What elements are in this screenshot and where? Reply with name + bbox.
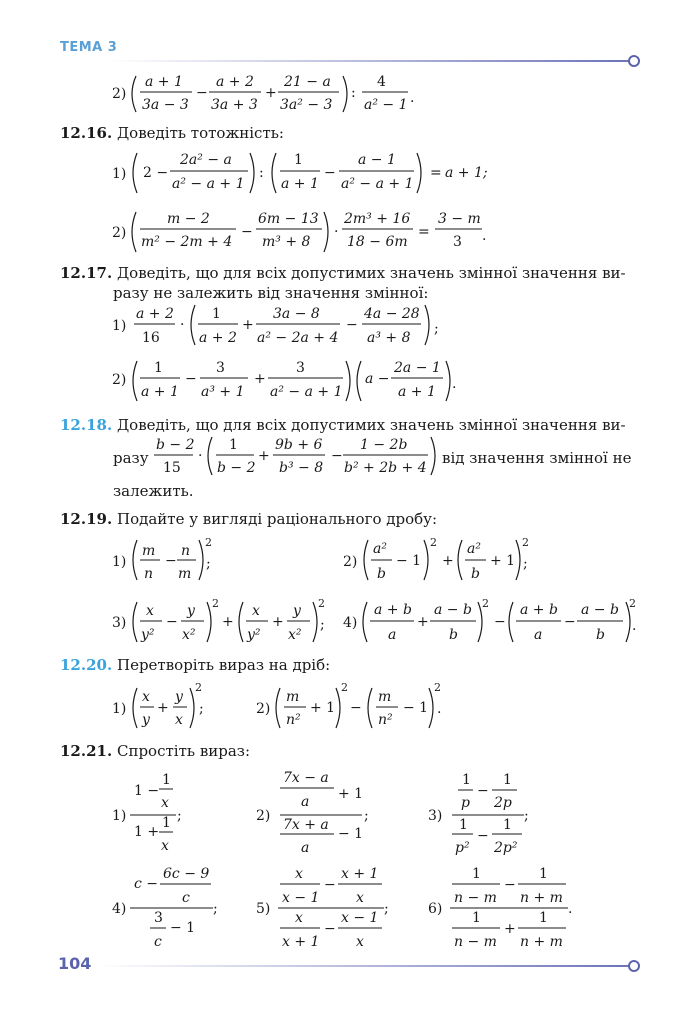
svg-text:−: −	[331, 448, 343, 464]
svg-text:−: −	[477, 828, 489, 844]
svg-text:9b + 6: 9b + 6	[275, 437, 323, 453]
svg-text:b³ − 8: b³ − 8	[279, 460, 324, 476]
topic-header: ТЕМА 3	[60, 40, 118, 55]
svg-text:− 1: − 1	[403, 700, 429, 716]
svg-text:1: 1	[294, 152, 303, 168]
svg-text:x: x	[356, 890, 364, 906]
svg-text:+ 1: + 1	[338, 786, 364, 802]
svg-text:1 +: 1 +	[134, 824, 160, 840]
svg-text:.: .	[437, 701, 442, 717]
formula-12-16-1	[112, 152, 488, 193]
svg-text:− 1: − 1	[396, 553, 422, 569]
svg-text:1: 1	[459, 817, 468, 833]
svg-text:+: +	[258, 448, 270, 464]
svg-text:a² − a + 1: a² − a + 1	[341, 176, 414, 192]
svg-text:6m − 13: 6m − 13	[258, 211, 319, 227]
svg-text:;: ;	[524, 808, 529, 824]
svg-text:2m³ + 16: 2m³ + 16	[344, 211, 411, 227]
svg-text:3): 3)	[428, 808, 443, 824]
formula-12-20-2	[256, 681, 441, 728]
svg-text:x: x	[142, 689, 150, 705]
svg-text:2: 2	[205, 536, 212, 549]
svg-text:a: a	[534, 627, 543, 643]
svg-text:b: b	[377, 566, 386, 582]
svg-text:a + b: a + b	[374, 602, 412, 618]
svg-text:1: 1	[462, 772, 471, 788]
svg-text:=: =	[430, 165, 442, 181]
svg-text:x − 1: x − 1	[282, 890, 320, 906]
svg-text:−: −	[350, 700, 362, 716]
svg-text:x: x	[295, 866, 303, 882]
svg-text:2: 2	[522, 536, 529, 549]
formula-12-21-4	[112, 866, 218, 950]
svg-text:18 − 6m: 18 − 6m	[347, 234, 408, 250]
svg-text:p: p	[461, 795, 470, 811]
svg-text:+ 1: + 1	[310, 700, 336, 716]
svg-text:1 − 2b: 1 − 2b	[360, 437, 408, 453]
svg-text:1: 1	[212, 306, 221, 322]
formula-12-21-2	[256, 770, 369, 856]
svg-text:2: 2	[482, 597, 489, 610]
svg-text:1: 1	[503, 772, 512, 788]
svg-text:a² − 1: a² − 1	[364, 97, 408, 113]
svg-text:y: y	[175, 689, 183, 705]
problem-text: Доведіть тотожність:	[116, 124, 284, 142]
svg-text:n + m: n + m	[520, 890, 563, 906]
svg-text:a² − a + 1: a² − a + 1	[270, 384, 343, 400]
formula-12-21-5	[256, 866, 389, 950]
formula-12-17-2	[112, 360, 456, 401]
svg-text:5): 5)	[256, 901, 271, 917]
svg-text:1: 1	[229, 437, 238, 453]
svg-text:−: −	[346, 317, 358, 333]
svg-text:−: −	[504, 877, 516, 893]
svg-text:m² − 2m + 4: m² − 2m + 4	[141, 234, 233, 250]
svg-text:3a² − 3: 3a² − 3	[280, 97, 333, 113]
svg-text::: :	[259, 165, 264, 181]
svg-text:16: 16	[142, 330, 160, 346]
svg-text:b: b	[449, 627, 458, 643]
svg-text:.: .	[482, 228, 487, 244]
svg-text:a: a	[301, 794, 310, 810]
svg-text:x + 1: x + 1	[341, 866, 379, 882]
svg-text:x: x	[252, 603, 260, 619]
svg-text:2): 2)	[256, 808, 271, 824]
svg-text:1: 1	[472, 866, 481, 882]
svg-text:3a − 8: 3a − 8	[273, 306, 320, 322]
svg-text:x − 1: x − 1	[341, 910, 379, 926]
formula-12-19-1	[112, 536, 212, 582]
svg-text:−: −	[241, 224, 253, 240]
svg-text:m³ + 8: m³ + 8	[262, 234, 311, 250]
svg-text:2): 2)	[256, 701, 271, 717]
problem-text: Спростіть вираз:	[116, 742, 251, 760]
svg-text:x²: x²	[288, 627, 302, 643]
svg-text:n²: n²	[378, 712, 393, 728]
svg-text:1: 1	[503, 817, 512, 833]
svg-text:1): 1)	[112, 701, 127, 717]
svg-text:3: 3	[453, 234, 462, 250]
svg-text:1: 1	[162, 772, 171, 788]
svg-text:3: 3	[216, 360, 225, 376]
svg-text:=: =	[418, 224, 430, 240]
svg-text:c: c	[154, 934, 162, 950]
svg-text:a −: a −	[365, 371, 390, 387]
svg-text:1): 1)	[112, 166, 127, 182]
svg-text:−: −	[324, 877, 336, 893]
svg-text:1: 1	[154, 360, 163, 376]
svg-text:a + 1: a + 1	[145, 74, 183, 90]
svg-text:a: a	[388, 627, 397, 643]
svg-text:b: b	[471, 566, 480, 582]
svg-text:n + m: n + m	[520, 934, 563, 950]
svg-text:4): 4)	[112, 901, 127, 917]
svg-text:p²: p²	[455, 840, 470, 856]
svg-text:+: +	[242, 317, 254, 333]
svg-text:2: 2	[341, 681, 348, 694]
svg-text:−: −	[477, 783, 489, 799]
svg-text:x: x	[175, 712, 183, 728]
svg-text:m: m	[286, 689, 300, 705]
svg-text:+: +	[272, 614, 284, 630]
svg-text:n − m: n − m	[454, 890, 497, 906]
svg-text:c −: c −	[134, 876, 159, 892]
problem-number: 12.20.	[60, 656, 113, 674]
svg-text:6c − 9: 6c − 9	[163, 866, 210, 882]
svg-text:n − m: n − m	[454, 934, 497, 950]
svg-text:− 1: − 1	[170, 920, 196, 936]
svg-text:3): 3)	[112, 615, 127, 631]
svg-text:·: ·	[180, 317, 185, 333]
svg-text:n: n	[144, 566, 154, 582]
svg-text:2: 2	[212, 597, 219, 610]
formula-12-17-1	[112, 305, 439, 346]
svg-text:;: ;	[434, 321, 439, 337]
svg-text:2): 2)	[343, 554, 358, 570]
svg-text:y: y	[187, 603, 195, 619]
svg-text:2: 2	[318, 597, 325, 610]
svg-text:·: ·	[198, 448, 203, 464]
svg-text:2p: 2p	[494, 795, 512, 811]
problem-number: 12.19.	[60, 510, 113, 528]
formula-12-21-6	[428, 866, 572, 950]
svg-text:a + 1;: a + 1;	[445, 165, 488, 181]
svg-text:;: ;	[364, 808, 369, 824]
svg-text:.: .	[452, 376, 457, 392]
svg-text:n: n	[181, 543, 191, 559]
svg-text:2a − 1: 2a − 1	[394, 360, 441, 376]
svg-text:3a − 3: 3a − 3	[142, 97, 189, 113]
problem-number: 12.18.	[60, 416, 113, 434]
svg-text:1): 1)	[112, 808, 127, 824]
formula-12-18	[154, 437, 435, 476]
svg-text:y²: y²	[141, 627, 155, 643]
svg-text:2: 2	[195, 681, 202, 694]
svg-text:y: y	[142, 712, 150, 728]
problem-number: 12.21.	[60, 742, 113, 760]
svg-text:1): 1)	[112, 318, 127, 334]
svg-text:−: −	[166, 614, 178, 630]
svg-text:a + b: a + b	[520, 602, 558, 618]
svg-text:2): 2)	[112, 372, 127, 388]
svg-text:2: 2	[629, 597, 636, 610]
svg-text:.: .	[410, 90, 415, 106]
svg-text:1: 1	[472, 910, 481, 926]
svg-text:x: x	[161, 795, 169, 811]
svg-text:2: 2	[430, 536, 437, 549]
svg-text:a + 2: a + 2	[199, 330, 237, 346]
svg-text:3: 3	[154, 910, 163, 926]
svg-text:b − 2: b − 2	[156, 437, 195, 453]
svg-text:;: ;	[199, 701, 204, 717]
svg-text:c: c	[182, 890, 190, 906]
svg-text:4a − 28: 4a − 28	[364, 306, 420, 322]
svg-text:b² + 2b + 4: b² + 2b + 4	[344, 460, 427, 476]
svg-text:1: 1	[162, 815, 171, 831]
svg-text:+: +	[442, 553, 454, 569]
svg-text:a − b: a − b	[581, 602, 619, 618]
svg-text:a³ + 1: a³ + 1	[201, 384, 245, 400]
svg-text:−: −	[494, 614, 506, 630]
problem-text: Перетворіть вираз на дріб:	[116, 656, 331, 674]
svg-text:6): 6)	[428, 901, 443, 917]
formula-12-19-2	[343, 536, 529, 582]
problem-text: Доведіть, що для всіх допустимих значень змінної значення ви-	[116, 264, 626, 282]
svg-text:.: .	[632, 618, 637, 634]
formula-12-19-4	[343, 597, 636, 643]
svg-text:;: ;	[384, 901, 389, 917]
svg-text:;: ;	[213, 901, 218, 917]
svg-text:m: m	[378, 689, 392, 705]
svg-text:−: −	[564, 614, 576, 630]
svg-text:+: +	[222, 614, 234, 630]
svg-text:4): 4)	[343, 615, 358, 631]
formula-12-16-2	[112, 211, 486, 252]
svg-text:;: ;	[523, 556, 528, 572]
svg-text:m: m	[142, 543, 156, 559]
svg-text:3 − m: 3 − m	[438, 211, 481, 227]
problem-text: Доведіть, що для всіх допустимих значень змінної значення ви-	[116, 416, 626, 434]
svg-text:−: −	[324, 165, 336, 181]
svg-text:a + 2: a + 2	[216, 74, 254, 90]
svg-text:2): 2)	[112, 225, 127, 241]
formula-12-21-1	[112, 772, 182, 854]
problem-text-line2: разу не залежить від значення змінної:	[113, 284, 429, 302]
svg-text:;: ;	[177, 808, 182, 824]
svg-text:7x + a: 7x + a	[283, 817, 329, 833]
svg-text:;: ;	[206, 556, 211, 572]
svg-text:a + 1: a + 1	[141, 384, 179, 400]
formula-top-2	[112, 74, 414, 113]
svg-text:2a² − a: 2a² − a	[180, 152, 232, 168]
svg-text:a: a	[301, 840, 310, 856]
svg-text:n²: n²	[286, 712, 301, 728]
svg-text:·: ·	[334, 224, 339, 240]
svg-text:4: 4	[377, 74, 386, 90]
svg-text:3a + 3: 3a + 3	[211, 97, 258, 113]
svg-text:+: +	[265, 85, 277, 101]
svg-text:a + 1: a + 1	[281, 176, 319, 192]
svg-text:m − 2: m − 2	[167, 211, 210, 227]
svg-text:a²: a²	[467, 541, 481, 557]
svg-text:2): 2)	[112, 86, 127, 102]
svg-text:a²: a²	[373, 541, 387, 557]
problem-number: 12.16.	[60, 124, 113, 142]
svg-text:+: +	[157, 700, 169, 716]
svg-text:+: +	[417, 614, 429, 630]
svg-text::: :	[351, 85, 356, 101]
footer-rule	[96, 965, 630, 967]
svg-text:x²: x²	[182, 627, 196, 643]
svg-text:x: x	[161, 838, 169, 854]
svg-text:2p²: 2p²	[494, 840, 518, 856]
formula-12-20-1	[112, 681, 204, 728]
svg-text:+: +	[254, 371, 266, 387]
svg-text:1: 1	[539, 866, 548, 882]
svg-text:x: x	[356, 934, 364, 950]
footer-rule-end-dot	[628, 960, 640, 972]
svg-text:− 1: − 1	[338, 826, 364, 842]
svg-text:−: −	[324, 921, 336, 937]
problem-text-line3: залежить.	[113, 482, 194, 500]
svg-text:;: ;	[320, 617, 325, 633]
svg-text:m: m	[178, 566, 192, 582]
svg-text:a² − 2a + 4: a² − 2a + 4	[257, 330, 339, 346]
svg-text:x: x	[146, 603, 154, 619]
page-number: 104	[58, 954, 92, 973]
svg-text:y²: y²	[247, 627, 261, 643]
svg-text:2 −: 2 −	[143, 165, 169, 181]
svg-text:1): 1)	[112, 554, 127, 570]
svg-text:1 −: 1 −	[134, 783, 160, 799]
formula-12-19-3	[112, 597, 325, 643]
svg-text:3: 3	[296, 360, 305, 376]
svg-text:b − 2: b − 2	[217, 460, 256, 476]
svg-text:7x − a: 7x − a	[283, 770, 329, 786]
svg-text:−: −	[185, 371, 197, 387]
svg-text:15: 15	[163, 460, 181, 476]
svg-text:21 − a: 21 − a	[284, 74, 331, 90]
svg-text:a² − a + 1: a² − a + 1	[172, 176, 245, 192]
svg-text:a − b: a − b	[434, 602, 472, 618]
svg-text:.: .	[568, 901, 573, 917]
svg-text:y: y	[293, 603, 301, 619]
svg-text:x: x	[295, 910, 303, 926]
svg-text:a + 2: a + 2	[136, 306, 174, 322]
svg-text:a − 1: a − 1	[358, 152, 396, 168]
svg-text:+ 1: + 1	[490, 553, 516, 569]
svg-text:b: b	[596, 627, 605, 643]
svg-text:+: +	[504, 921, 516, 937]
svg-text:x + 1: x + 1	[282, 934, 320, 950]
svg-text:a + 1: a + 1	[398, 384, 436, 400]
problem-number: 12.17.	[60, 264, 113, 282]
svg-text:2: 2	[434, 681, 441, 694]
problem-text: Подайте у вигляді раціонального дробу:	[116, 510, 438, 528]
formula-12-21-3	[428, 772, 529, 856]
svg-text:1: 1	[539, 910, 548, 926]
svg-text:−: −	[196, 85, 208, 101]
svg-text:a³ + 8: a³ + 8	[367, 330, 411, 346]
problem-text-line2a: разу	[113, 449, 149, 467]
svg-text:−: −	[165, 553, 177, 569]
problem-text-line2b: від значення змінної не	[442, 449, 632, 467]
